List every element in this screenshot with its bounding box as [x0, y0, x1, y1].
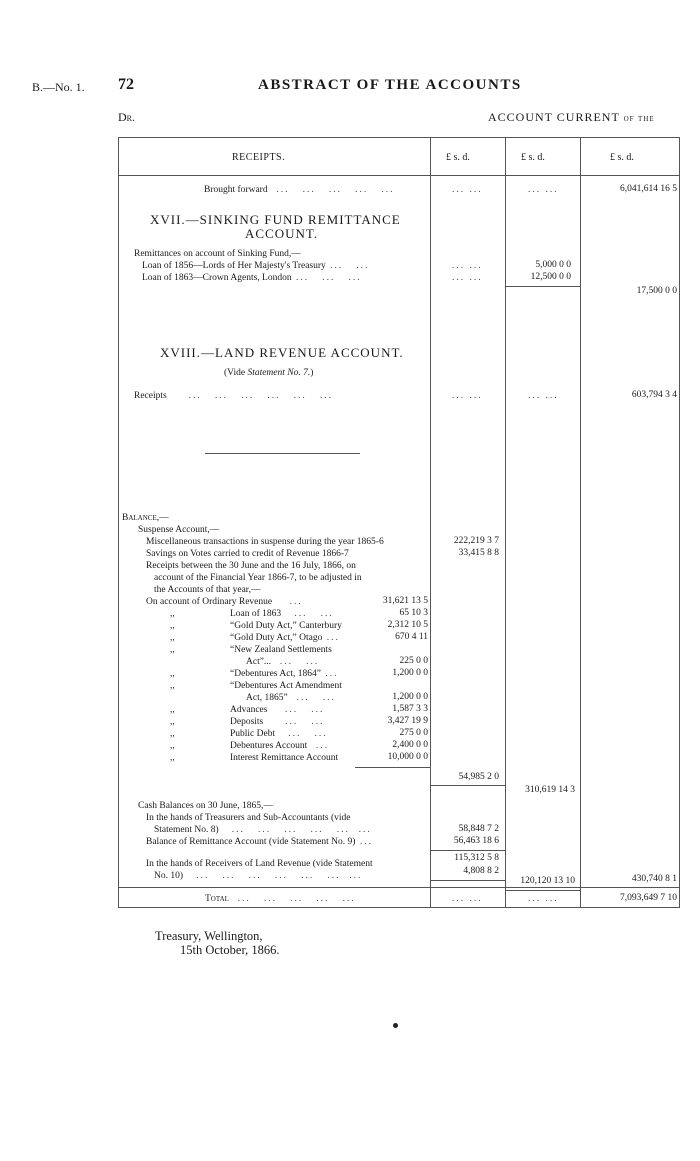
total-label: Total ... ... ... ... ... [205, 894, 356, 904]
receivers-label-2: No. 10) ... ... ... ... ... ... ... [154, 871, 363, 881]
list-item-prefix: ,, [170, 621, 175, 631]
list-item: “Debentures Act Amendment [230, 681, 342, 691]
list-item: Advances ... ... [230, 705, 325, 715]
dots: ... ... [452, 185, 483, 195]
list-item-prefix: ,, [170, 681, 175, 691]
vide-statement-note: (Vide Statement No. 7.) [224, 368, 314, 378]
dr-label: Dr. [118, 110, 136, 124]
list-item: Public Debt ... ... [230, 729, 328, 739]
list-item: “Debentures Act, 1864” ... [230, 669, 339, 679]
list-item-amount: 2,312 10 5 [387, 620, 428, 630]
list-item: Interest Remittance Account [230, 753, 339, 763]
list-item-prefix: ,, [170, 741, 175, 751]
dots: ... ... [528, 391, 559, 401]
list-item-amount: 10,000 0 0 [387, 752, 428, 762]
dots: ... ... [452, 894, 483, 904]
list-item-prefix: ,, [170, 669, 175, 679]
dots: ... ... [452, 391, 483, 401]
receipts-between-label-3: the Accounts of that year,— [154, 585, 261, 595]
section-xvii-title: XVII.—SINKING FUND REMITTANCE [150, 212, 401, 227]
col-header-units-1: £ s. d. [446, 152, 470, 163]
savings-label: Savings on Votes carried to credit of Revenue 1866-7 [146, 549, 349, 559]
section-xvii-title-2: ACCOUNT. [245, 226, 319, 241]
balance-total: 430,740 8 1 [631, 874, 677, 884]
receipts-label: Receipts ... ... ... ... ... ... [134, 391, 333, 401]
section-xviii-title: XVIII.—LAND REVENUE ACCOUNT. [160, 345, 404, 360]
list-item-amount: 670 4 11 [395, 632, 428, 642]
signature-place: Treasury, Wellington, [155, 929, 263, 943]
list-item: Loan of 1863 ... ... [230, 609, 334, 619]
col-header-units-2: £ s. d. [521, 152, 545, 163]
loan-1856-label: Loan of 1856—Lords of Her Majesty's Treasury ... ... [142, 261, 370, 271]
loan-1863-amount: 12,500 0 0 [530, 272, 571, 282]
list-item-amount: 1,200 0 0 [392, 692, 428, 702]
page-title: ABSTRACT OF THE ACCOUNTS [258, 77, 522, 93]
page-number: 72 [118, 76, 134, 93]
land-revenue-receipts-amount: 603,794 3 4 [631, 390, 677, 400]
list-item-prefix: ,, [170, 645, 175, 655]
list-item-prefix: ,, [170, 633, 175, 643]
list-item: “New Zealand Settlements [230, 645, 332, 655]
list-item-amount: 225 0 0 [399, 656, 428, 666]
balance-heading: Balance,— [122, 513, 169, 523]
remittances-label: Remittances on account of Sinking Fund,— [134, 249, 301, 259]
suspense-account-total: 310,619 14 3 [525, 785, 575, 795]
grand-total: 7,093,649 7 10 [620, 893, 677, 903]
treasurers-label-2: Statement No. 8) ... ... ... ... ... ... [154, 825, 372, 835]
treasurers-amount: 58,848 7 2 [458, 824, 499, 834]
list-item-prefix: ,, [170, 717, 175, 727]
dots: ... ... [452, 273, 483, 283]
dots: ... ... [528, 185, 559, 195]
suspense-account-label: Suspense Account,— [138, 525, 220, 535]
list-item: Debentures Account ... [230, 741, 330, 751]
col-header-receipts: RECEIPTS. [232, 152, 286, 163]
sub-items-total: 54,985 2 0 [458, 772, 499, 782]
signature-date: 15th October, 1866. [180, 943, 280, 957]
receivers-label: In the hands of Receivers of Land Revenue (vide Statement [146, 859, 373, 869]
list-item: Act, 1865” ... ... [246, 693, 336, 703]
list-item-prefix: ,, [170, 753, 175, 763]
cash-subtotal: 115,312 5 8 [454, 853, 499, 863]
sinking-fund-total: 17,500 0 0 [636, 286, 677, 296]
misc-transactions-label: Miscellaneous transactions in suspense during the year 1865-6 [146, 537, 384, 547]
page-reference: B.—No. 1. [32, 80, 85, 94]
account-current-text: ACCOUNT CURRENT [488, 110, 620, 124]
list-item-amount: 2,400 0 0 [392, 740, 428, 750]
list-item-amount: 3,427 19 9 [387, 716, 428, 726]
account-current-heading [488, 110, 655, 125]
list-item-amount: 275 0 0 [399, 728, 428, 738]
receipts-between-label-2: account of the Financial Year 1866-7, to be adjusted in [154, 573, 362, 583]
dots: ... ... [528, 894, 559, 904]
list-item: Act”... ... ... [246, 657, 320, 667]
list-item: Deposits ... ... [230, 717, 325, 727]
brought-forward-label: Brought forward ... ... ... ... ... [204, 185, 395, 195]
list-item-amount: 65 10 3 [399, 608, 428, 618]
receivers-amount: 4,808 8 2 [463, 866, 499, 876]
ink-dot [393, 1023, 398, 1028]
loan-1856-amount: 5,000 0 0 [535, 260, 571, 270]
brought-forward-amount: 6,041,614 16 5 [620, 184, 677, 194]
section-divider [205, 453, 360, 454]
misc-transactions-amount: 222,219 3 7 [453, 536, 499, 546]
col-header-units-3: £ s. d. [610, 152, 634, 163]
dots: ... ... [452, 261, 483, 271]
list-item-prefix: ,, [170, 609, 175, 619]
savings-amount: 33,415 8 8 [458, 548, 499, 558]
treasurers-label: In the hands of Treasurers and Sub-Accountants (vide [146, 813, 351, 823]
remittance-balance-label: Balance of Remittance Account (vide Statement No. 9) ... [146, 837, 373, 847]
of-the-text: of the [623, 113, 655, 124]
list-item-prefix: ,, [170, 705, 175, 715]
cash-balances-label: Cash Balances on 30 June, 1865,— [138, 801, 273, 811]
list-item-amount: 1,587 3 3 [392, 704, 428, 714]
receipts-between-label: Receipts between the 30 June and the 16 July, 1866, on [146, 561, 356, 571]
remittance-balance-amount: 56,463 18 6 [453, 836, 499, 846]
list-item: On account of Ordinary Revenue ... [146, 597, 303, 607]
loan-1863-label: Loan of 1863—Crown Agents, London ... ... ... [142, 273, 362, 283]
list-item-amount: 1,200 0 0 [392, 668, 428, 678]
list-item-amount: 31,621 13 5 [382, 596, 428, 606]
cash-balances-total: 120,120 13 10 [520, 876, 575, 886]
list-item-prefix: ,, [170, 729, 175, 739]
list-item: “Gold Duty Act,” Canterbury [230, 621, 342, 631]
list-item: “Gold Duty Act,” Otago ... [230, 633, 340, 643]
